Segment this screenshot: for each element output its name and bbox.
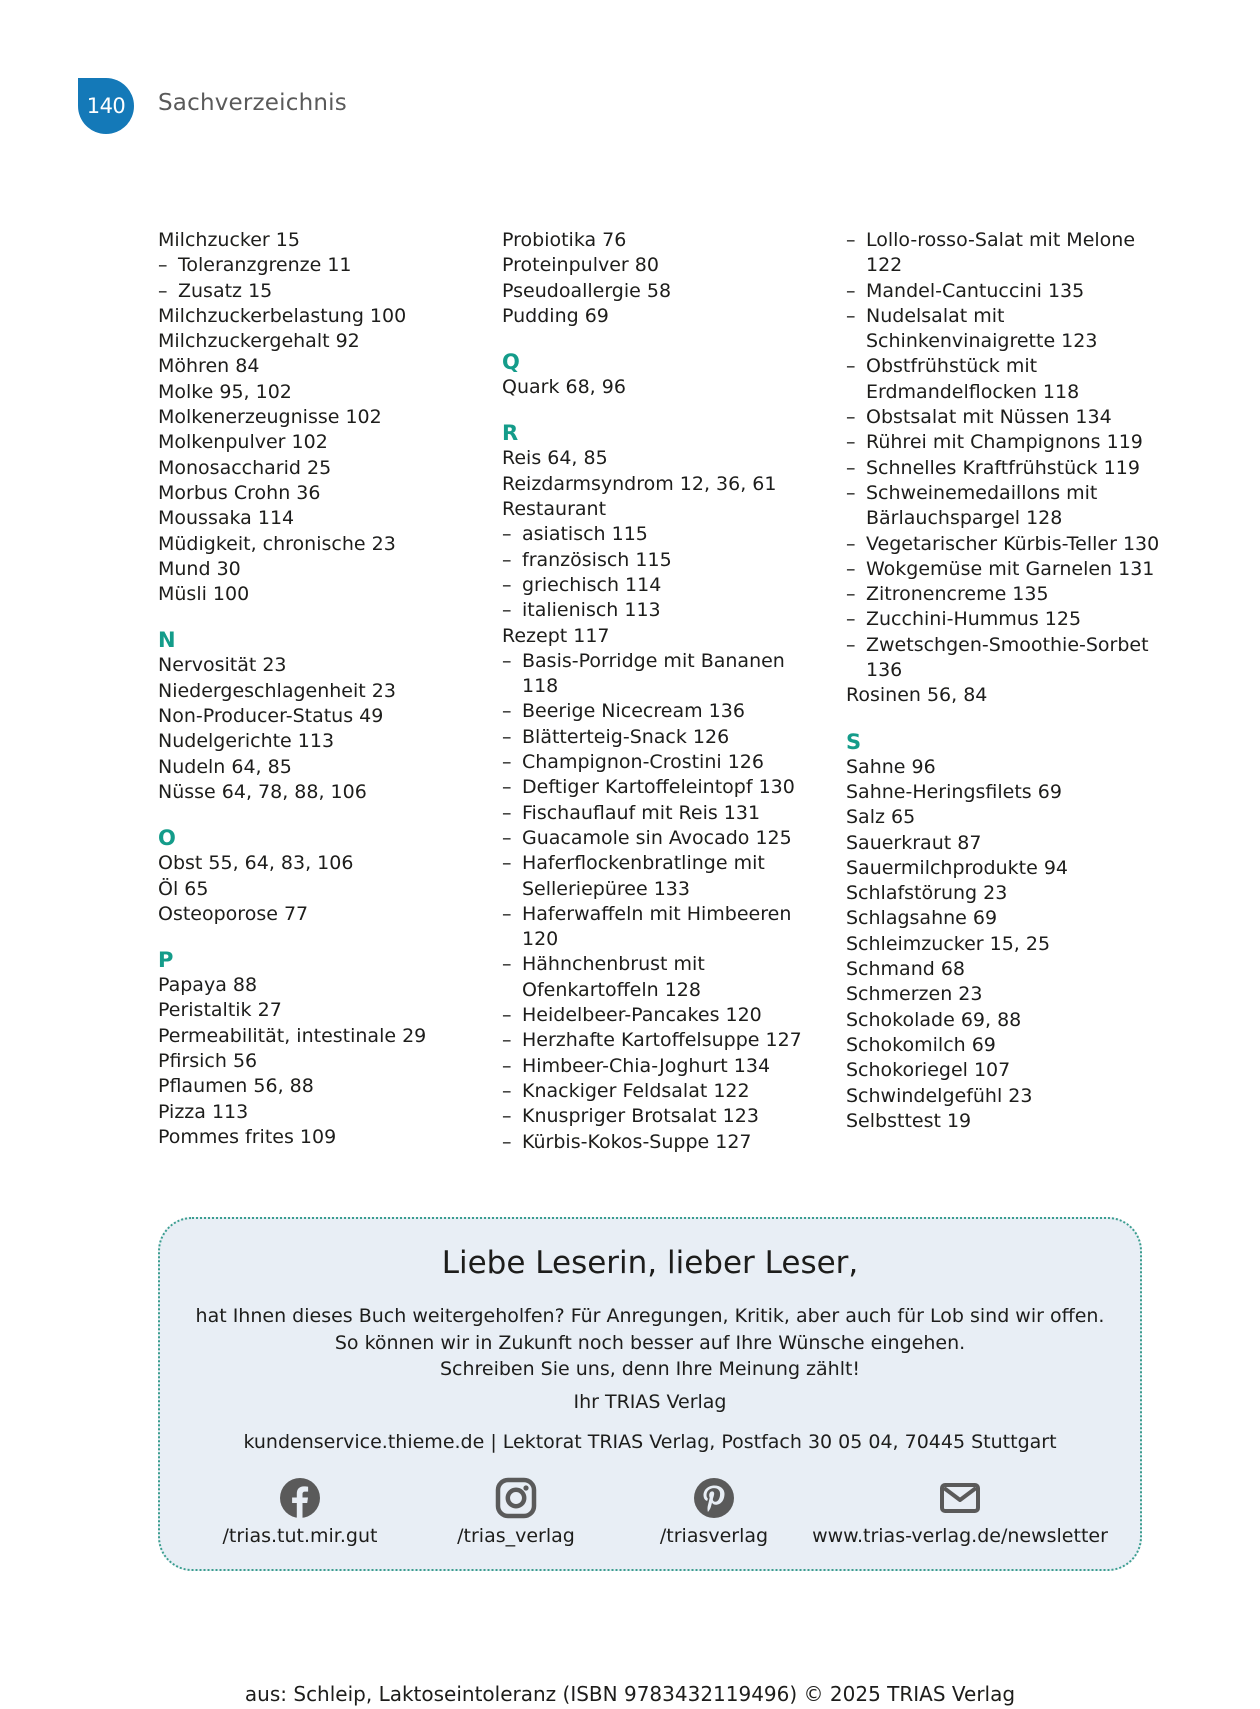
index-letter-heading: N bbox=[158, 628, 176, 653]
index-subentry: – Haferflockenbratlinge mit Selleriepüree 133 bbox=[502, 851, 822, 902]
index-entry: Schokolade 69, 88 bbox=[846, 1008, 1022, 1031]
index-subentry: – Knackiger Feldsalat 122 bbox=[502, 1079, 822, 1104]
index-entry: Schmand 68 bbox=[846, 958, 966, 981]
index-subentry: – Zucchini-Hummus 125 bbox=[846, 607, 1166, 632]
index-entry: Schokoriegel 107 bbox=[846, 1059, 1011, 1082]
index-entry: Proteinpulver 80 bbox=[502, 254, 659, 277]
index-subentry: – Heidelbeer-Pancakes 120 bbox=[502, 1003, 822, 1028]
index-subentry: – Wokgemüse mit Garnelen 131 bbox=[846, 557, 1166, 582]
index-subentry: – Schnelles Kraftfrühstück 119 bbox=[846, 456, 1166, 481]
index-entry: Pseudoallergie 58 bbox=[502, 279, 672, 302]
social-newsletter[interactable] bbox=[810, 1477, 1110, 1547]
index-subentry: – asiatisch 115 bbox=[502, 522, 822, 547]
index-entry: Pflaumen 56, 88 bbox=[158, 1075, 314, 1098]
pinterest-handle: /triasverlag bbox=[659, 1525, 769, 1547]
section-title: Sachverzeichnis bbox=[158, 90, 347, 116]
index-subentry: – Lollo-rosso-Salat mit Melone 122 bbox=[846, 228, 1166, 279]
index-subentry: – Guacamole sin Avocado 125 bbox=[502, 826, 822, 851]
facebook-handle: /trias.tut.mir.gut bbox=[222, 1525, 378, 1547]
index-entry: Niedergeschlagenheit 23 bbox=[158, 679, 396, 702]
index-entry: Salz 65 bbox=[846, 806, 916, 829]
index-subentry: – Haferwaffeln mit Himbeeren 120 bbox=[502, 902, 822, 953]
index-subentry: – italienisch 113 bbox=[502, 598, 822, 623]
index-subentry: – Rührei mit Champignons 119 bbox=[846, 430, 1166, 455]
index-entry: Sahne-Heringsfilets 69 bbox=[846, 780, 1062, 803]
index-entry: Peristaltik 27 bbox=[158, 999, 282, 1022]
social-pinterest[interactable] bbox=[614, 1477, 814, 1547]
index-entry: Sauerkraut 87 bbox=[846, 831, 982, 854]
index-subentry: – Knuspriger Brotsalat 123 bbox=[502, 1104, 822, 1129]
index-entry: Papaya 88 bbox=[158, 974, 258, 997]
index-subentry: – Toleranzgrenze 11 bbox=[158, 253, 478, 278]
index-column-3 bbox=[846, 228, 1166, 1134]
reader-feedback-box bbox=[158, 1217, 1142, 1571]
index-entry: Moussaka 114 bbox=[158, 507, 295, 530]
index-subentry: – Himbeer-Chia-Joghurt 134 bbox=[502, 1054, 822, 1079]
index-subentry: – Schweinemedaillons mit Bärlauchspargel 128 bbox=[846, 481, 1166, 532]
index-entry: Nüsse 64, 78, 88, 106 bbox=[158, 780, 367, 803]
index-subentry: – Mandel-Cantuccini 135 bbox=[846, 279, 1166, 304]
newsletter-link: www.trias-verlag.de/newsletter bbox=[812, 1525, 1108, 1547]
index-entry: Schwindelgefühl 23 bbox=[846, 1084, 1033, 1107]
index-subentry: – griechisch 114 bbox=[502, 573, 822, 598]
index-entry: Pizza 113 bbox=[158, 1100, 249, 1123]
index-letter-heading: P bbox=[158, 948, 174, 973]
index-column-2 bbox=[502, 228, 822, 1155]
index-entry: Selbsttest 19 bbox=[846, 1109, 972, 1132]
index-subentry: – Zitronencreme 135 bbox=[846, 582, 1166, 607]
index-entry: Pommes frites 109 bbox=[158, 1125, 337, 1148]
index-entry: Milchzuckerbelastung 100 bbox=[158, 304, 407, 327]
index-letter-heading: Q bbox=[502, 350, 520, 375]
index-entry: Mund 30 bbox=[158, 557, 241, 580]
instagram-handle: /trias_verlag bbox=[457, 1525, 575, 1547]
index-subentry: – Blätterteig-Snack 126 bbox=[502, 725, 822, 750]
index-subentry: – Herzhafte Kartoffelsuppe 127 bbox=[502, 1028, 822, 1053]
source-footer: aus: Schleip, Laktoseintoleranz (ISBN 9783432119496) © 2025 TRIAS Verlag bbox=[244, 1682, 1016, 1706]
index-entry: Sauermilchprodukte 94 bbox=[846, 856, 1069, 879]
index-entry: Non-Producer-Status 49 bbox=[158, 705, 384, 728]
reader-message-line: hat Ihnen dieses Buch weitergeholfen? Für Anregungen, Kritik, aber auch für Lob sind wir offen. bbox=[195, 1305, 1105, 1327]
index-entry: Nudelgerichte 113 bbox=[158, 730, 335, 753]
index-entry: Nervosität 23 bbox=[158, 654, 287, 677]
index-entry: Milchzuckergehalt 92 bbox=[158, 330, 360, 353]
index-subentry: – Vegetarischer Kürbis-Teller 130 bbox=[846, 532, 1166, 557]
index-subentry: – Fischauflauf mit Reis 131 bbox=[502, 801, 822, 826]
index-entry: Müsli 100 bbox=[158, 583, 250, 606]
index-entry: Permeabilität, intestinale 29 bbox=[158, 1024, 427, 1047]
index-subentry: – Beerige Nicecream 136 bbox=[502, 699, 822, 724]
index-subentry: – Hähnchenbrust mit Ofenkartoffeln 128 bbox=[502, 952, 822, 1003]
reader-message bbox=[160, 1303, 1140, 1383]
index-subentry: – Zusatz 15 bbox=[158, 279, 478, 304]
index-subentry: – Obstfrühstück mit Erdmandelflocken 118 bbox=[846, 354, 1166, 405]
index-letter-heading: O bbox=[158, 826, 176, 851]
index-entry: Sahne 96 bbox=[846, 755, 936, 778]
index-entry: Reis 64, 85 bbox=[502, 447, 608, 470]
pinterest-icon bbox=[693, 1477, 735, 1519]
index-entry: Müdigkeit, chronische 23 bbox=[158, 532, 396, 555]
page-number-badge: 140 bbox=[78, 78, 134, 134]
index-subentry: – Obstsalat mit Nüssen 134 bbox=[846, 405, 1166, 430]
index-entry: Möhren 84 bbox=[158, 355, 260, 378]
index-entry: Molke 95, 102 bbox=[158, 380, 292, 403]
reader-signature: Ihr TRIAS Verlag bbox=[573, 1391, 727, 1413]
index-entry: Milchzucker 15 bbox=[158, 229, 300, 251]
index-subentry: – Basis-Porridge mit Bananen 118 bbox=[502, 649, 822, 700]
index-entry: Pudding 69 bbox=[502, 304, 609, 327]
reader-message-line: Schreiben Sie uns, denn Ihre Meinung zählt! bbox=[439, 1358, 861, 1380]
index-entry: Pfirsich 56 bbox=[158, 1050, 258, 1073]
index-entry: Obst 55, 64, 83, 106 bbox=[158, 852, 354, 875]
index-entry: Schokomilch 69 bbox=[846, 1033, 996, 1056]
index-subentry: – Nudelsalat mit Schinkenvinaigrette 123 bbox=[846, 304, 1166, 355]
social-instagram[interactable] bbox=[416, 1477, 616, 1547]
reader-message-line: So können wir in Zukunft noch besser auf Ihre Wünsche eingehen. bbox=[334, 1331, 966, 1354]
index-entry: Reizdarmsyndrom 12, 36, 61 bbox=[502, 472, 777, 495]
index-entry: Quark 68, 96 bbox=[502, 376, 626, 399]
index-entry: Osteoporose 77 bbox=[158, 902, 309, 925]
index-entry: Morbus Crohn 36 bbox=[158, 481, 321, 504]
index-entry: Monosaccharid 25 bbox=[158, 456, 332, 479]
reader-contact[interactable]: kundenservice.thieme.de | Lektorat TRIAS Verlag, Postfach 30 05 04, 70445 Stuttgart bbox=[243, 1431, 1057, 1453]
index-entry: Öl 65 bbox=[158, 877, 209, 900]
index-entry: Schlagsahne 69 bbox=[846, 907, 998, 930]
index-letter-heading: S bbox=[846, 729, 862, 754]
index-entry: Rezept 117 bbox=[502, 624, 610, 647]
index-entry: Probiotika 76 bbox=[502, 229, 627, 251]
index-subentry: – Kürbis-Kokos-Suppe 127 bbox=[502, 1130, 822, 1155]
index-entry: Molkenerzeugnisse 102 bbox=[158, 406, 382, 429]
index-entry: Rosinen 56, 84 bbox=[846, 684, 988, 707]
mail-icon bbox=[939, 1477, 981, 1519]
index-entry: Schmerzen 23 bbox=[846, 983, 983, 1006]
index-subentry: – Champignon-Crostini 126 bbox=[502, 750, 822, 775]
index-entry: Nudeln 64, 85 bbox=[158, 755, 292, 778]
instagram-icon bbox=[495, 1477, 537, 1519]
index-entry: Schleimzucker 15, 25 bbox=[846, 932, 1051, 955]
index-column-1 bbox=[158, 228, 478, 1150]
index-subentry: – französisch 115 bbox=[502, 548, 822, 573]
index-entry: Schlafstörung 23 bbox=[846, 882, 1008, 905]
index-entry: Molkenpulver 102 bbox=[158, 431, 328, 454]
index-subentry: – Zwetschgen-Smoothie-Sorbet 136 bbox=[846, 633, 1166, 684]
index-entry: Restaurant bbox=[502, 498, 607, 521]
social-facebook[interactable] bbox=[200, 1477, 400, 1547]
index-subentry: – Deftiger Kartoffeleintopf 130 bbox=[502, 775, 822, 800]
facebook-icon bbox=[279, 1477, 321, 1519]
index-letter-heading: R bbox=[502, 421, 519, 446]
reader-heading: Liebe Leserin, lieber Leser, bbox=[441, 1245, 859, 1281]
